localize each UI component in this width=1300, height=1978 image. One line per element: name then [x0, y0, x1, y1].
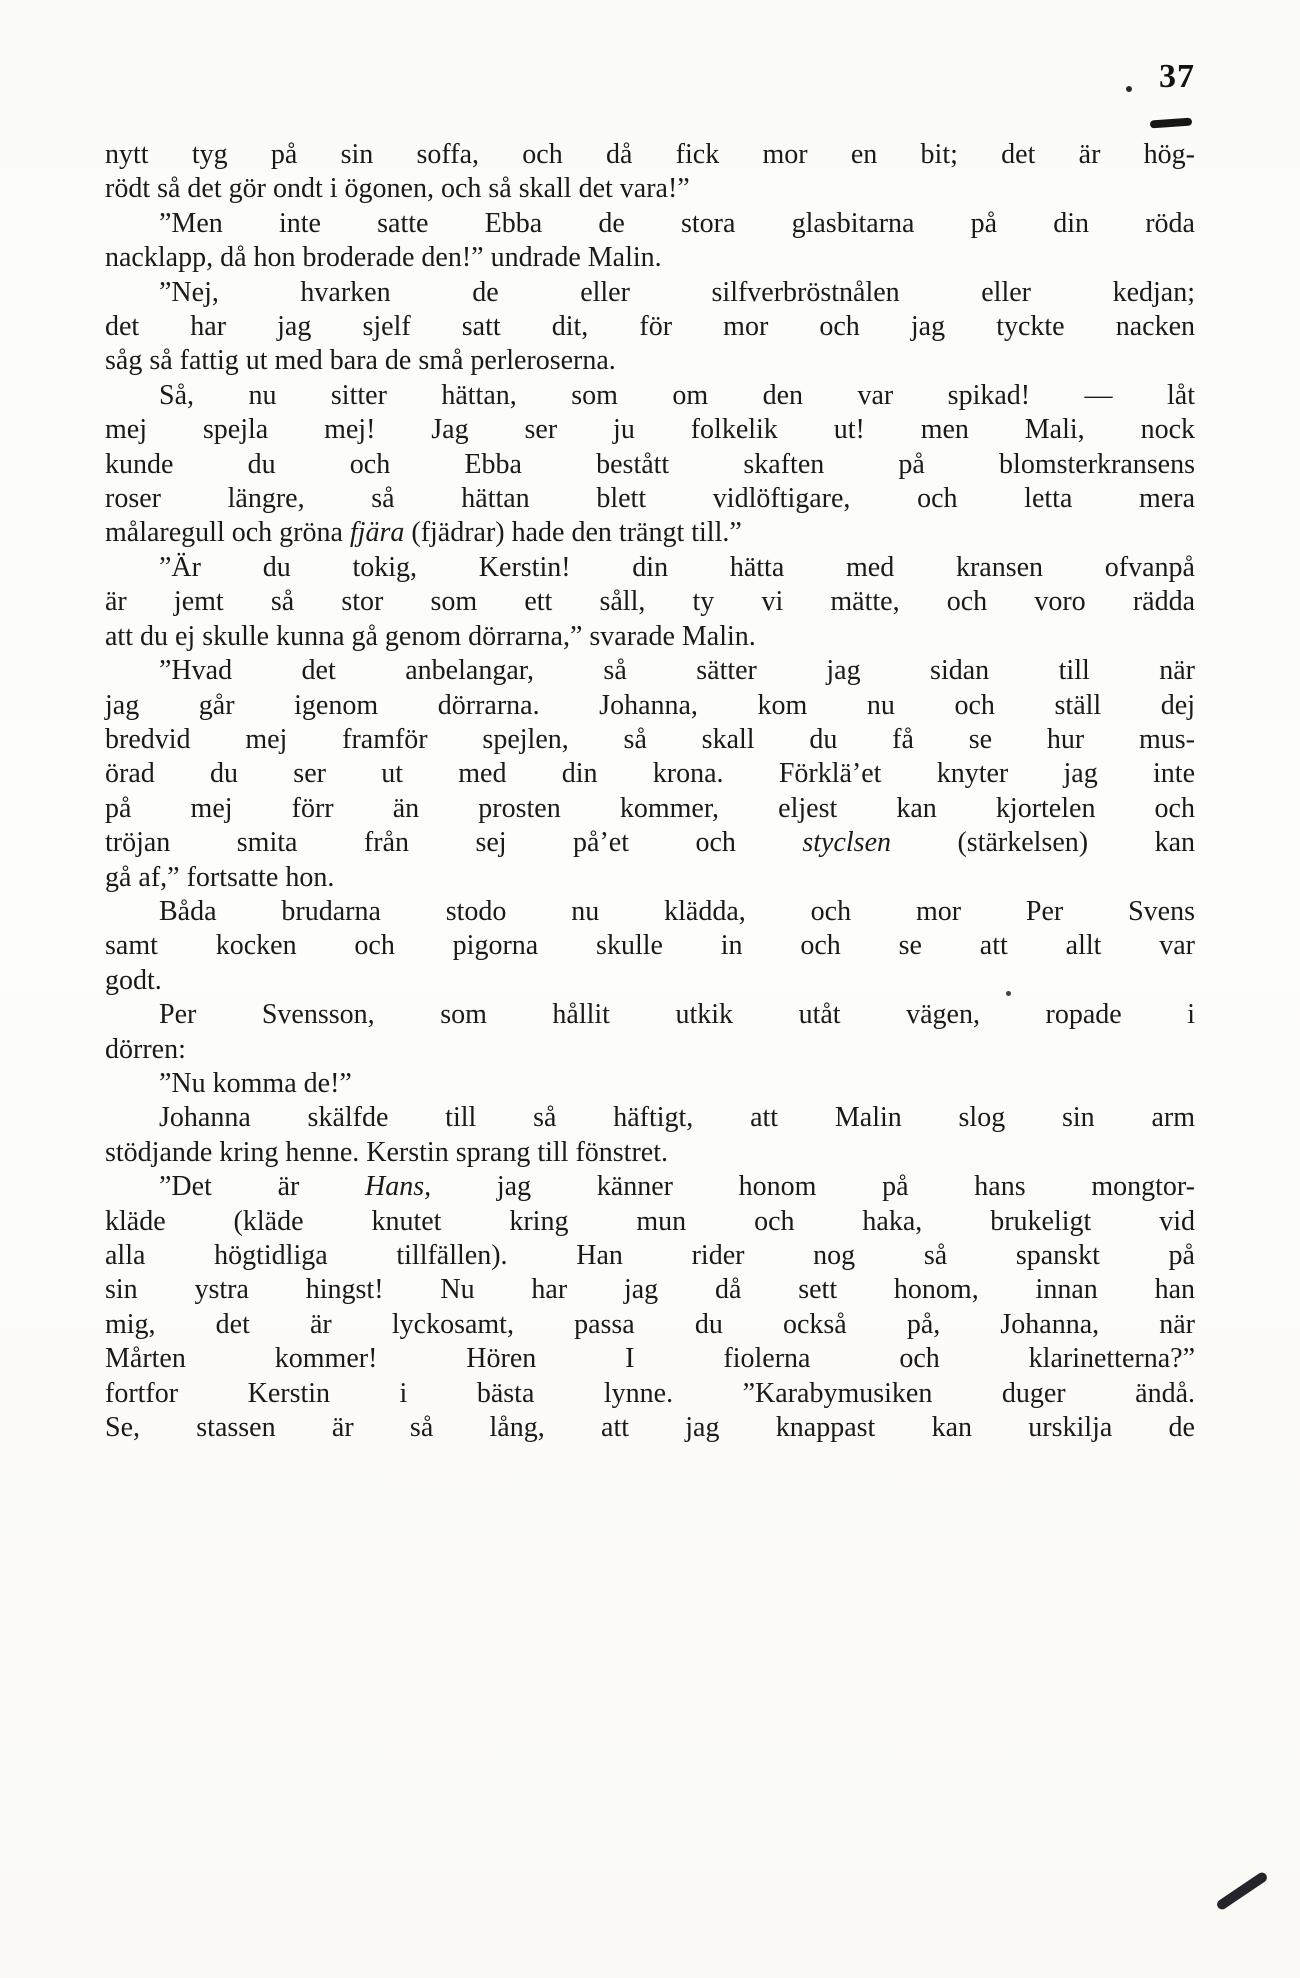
text-line [105, 1033, 1195, 1067]
text-segment: kunde du och Ebba bestått skaften på blomsterkransens [105, 448, 1195, 480]
text-line [105, 1411, 1195, 1445]
paragraph [105, 654, 1195, 895]
paragraph [105, 276, 1195, 379]
text-segment: ”Men inte satte Ebba de stora glasbitarna på din röda [159, 207, 1195, 239]
page-number: 37 [1159, 58, 1195, 95]
text-line [105, 654, 1195, 688]
text-line [105, 998, 1195, 1032]
text-line [105, 723, 1195, 757]
text-line [105, 1273, 1195, 1307]
text-line [105, 138, 1195, 172]
text-segment: ”Hvad det anbelangar, så sätter jag sidan till när [159, 655, 1195, 687]
text-segment: stödjande kring henne. Kerstin sprang till fönstret. [105, 1136, 668, 1168]
text-segment: fortfor Kerstin i bästa lynne. ”Karabymusiken duger ändå. [105, 1377, 1195, 1409]
text-segment: på mej förr än prosten kommer, eljest kan kjortelen och [105, 792, 1195, 824]
text-line [105, 929, 1195, 963]
text-line [105, 310, 1195, 344]
text-segment: ”Det är [159, 1171, 366, 1203]
text-segment: ”Är du tokig, Kerstin! din hätta med kransen ofvanpå [159, 551, 1195, 583]
text-line [105, 826, 1195, 860]
text-line [105, 1067, 1195, 1101]
paragraph [105, 1067, 1195, 1101]
text-line [105, 482, 1195, 516]
text-segment: Båda brudarna stodo nu klädda, och mor Per Svens [159, 895, 1195, 927]
text-line [105, 792, 1195, 826]
text-segment: Johanna skälfde till så häftigt, att Malin slog sin arm [159, 1102, 1195, 1134]
text-line [105, 516, 1195, 550]
text-line [105, 1205, 1195, 1239]
paragraph [105, 138, 1195, 207]
text-segment: Mårten kommer! Hören I fiolerna och klarinetterna?” [105, 1343, 1195, 1375]
text-line [105, 344, 1195, 378]
text-segment: (stärkelsen) kan [891, 827, 1195, 859]
text-line [105, 689, 1195, 723]
text-line [105, 413, 1195, 447]
text-segment: att du ej skulle kunna gå genom dörrarna,” svarade Malin. [105, 620, 756, 652]
text-segment: såg så fattig ut med bara de små perleroserna. [105, 345, 616, 377]
text-line [105, 1308, 1195, 1342]
text-segment: godt. [105, 964, 162, 996]
ink-dash-mark [1150, 118, 1192, 129]
text-line [105, 1136, 1195, 1170]
text-line [105, 1377, 1195, 1411]
text-segment: bredvid mej framför spejlen, så skall du få se hur mus- [105, 723, 1195, 755]
text-line [105, 448, 1195, 482]
paragraph [105, 895, 1195, 998]
text-segment: är jemt så stor som ett såll, ty vi mätte, och voro rädda [105, 586, 1195, 618]
text-line [105, 276, 1195, 310]
paragraph [105, 551, 1195, 654]
text-segment: alla högtidliga tillfällen). Han rider nog så spanskt på [105, 1240, 1195, 1271]
text-segment: ”Nej, hvarken de eller silfverbröstnålen eller kedjan; [159, 276, 1195, 308]
paragraph [105, 379, 1195, 551]
text-segment: sin ystra hingst! Nu har jag då sett honom, innan han [105, 1274, 1195, 1306]
paragraph [105, 1101, 1195, 1170]
text-line [105, 861, 1195, 895]
pen-slash-mark [1215, 1871, 1269, 1912]
italic-text: fjära [349, 517, 405, 549]
text-line [105, 207, 1195, 241]
text-segment: mej spejla mej! Jag ser ju folkelik ut! men Mali, nock [105, 414, 1195, 446]
text-segment: örad du ser ut med din krona. Förklä’et knyter jag inte [105, 758, 1195, 790]
paragraph [105, 1170, 1195, 1445]
text-line [105, 1342, 1195, 1376]
text-segment: ”Nu komma de!” [159, 1067, 352, 1099]
text-segment: rödt så det gör ondt i ögonen, och så skall det vara!” [105, 173, 690, 205]
text-segment: kläde (kläde knutet kring mun och haka, brukeligt vid [105, 1205, 1195, 1237]
text-segment: roser längre, så hättan blett vidlöftigare, och letta mera [105, 483, 1195, 515]
page-text [105, 138, 1195, 1445]
italic-text: styclsen [802, 827, 892, 859]
text-line [105, 1239, 1195, 1273]
text-line [105, 172, 1195, 206]
text-line [105, 379, 1195, 413]
text-segment: nacklapp, då hon broderade den!” undrade Malin. [105, 242, 662, 274]
text-segment: jag känner honom på hans mongtor- [431, 1171, 1195, 1203]
text-line [105, 585, 1195, 619]
italic-text: Hans, [365, 1171, 432, 1203]
text-segment: Se, stassen är så lång, att jag knappast kan urskilja de [105, 1412, 1195, 1444]
text-segment: mig, det är lyckosamt, passa du också på, Johanna, när [105, 1308, 1195, 1340]
text-line [105, 1101, 1195, 1135]
text-line [105, 241, 1195, 275]
text-segment: dörren: [105, 1033, 186, 1065]
paragraph [105, 998, 1195, 1067]
text-segment: tröjan smita från sej på’et och [105, 827, 803, 859]
paragraph [105, 207, 1195, 276]
text-line [105, 620, 1195, 654]
text-segment: det har jag sjelf satt dit, för mor och jag tyckte nacken [105, 311, 1195, 343]
text-segment: målaregull och gröna [105, 517, 350, 549]
text-segment: Så, nu sitter hättan, som om den var spikad! — låt [159, 379, 1195, 411]
text-segment: nytt tyg på sin soffa, och då fick mor en bit; det är hög- [105, 139, 1195, 170]
ink-speck [1006, 991, 1011, 996]
text-line [105, 1170, 1195, 1204]
text-segment: (fjädrar) hade den trängt till.” [404, 517, 742, 549]
text-segment: Per Svensson, som hållit utkik utåt vägen, ropade i [159, 999, 1195, 1031]
text-line [105, 964, 1195, 998]
text-line [105, 551, 1195, 585]
text-line [105, 895, 1195, 929]
text-segment: gå af,” fortsatte hon. [105, 861, 335, 893]
text-segment: samt kocken och pigorna skulle in och se att allt var [105, 930, 1195, 962]
text-line [105, 757, 1195, 791]
text-segment: jag går igenom dörrarna. Johanna, kom nu och ställ dej [105, 689, 1195, 721]
